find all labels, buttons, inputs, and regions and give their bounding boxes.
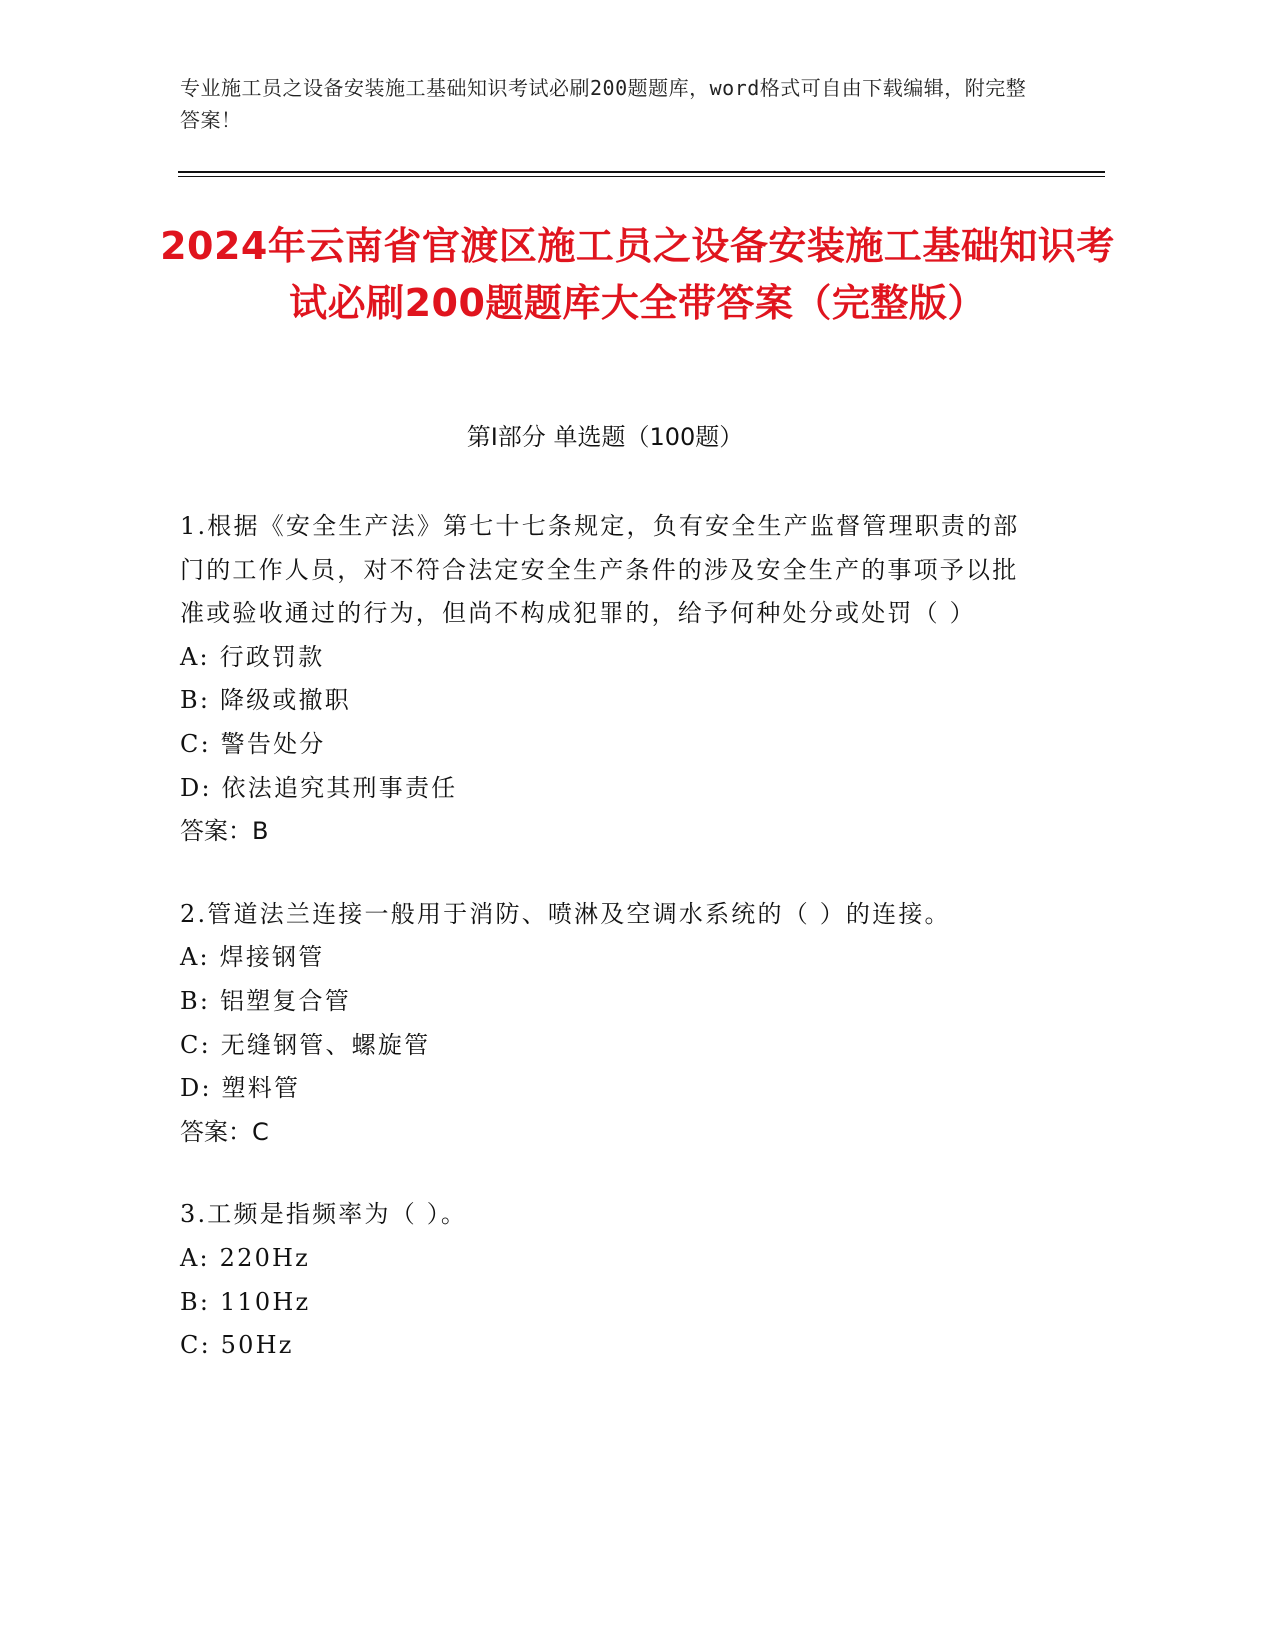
question-stem: 1.根据《安全生产法》第七十七条规定，负有安全生产监督管理职责的部门的工作人员，对不符合法定安全生产条件的涉及安全生产的事项予以批准或验收通过的行为，但尚不构成犯罪的，给予何种处分或处罚（ ） (180, 512, 1020, 628)
question-list (180, 505, 1030, 1407)
question-answer: 答案：C (180, 1117, 269, 1146)
option-b: B: 110Hz (180, 1287, 311, 1316)
question-2 (180, 893, 1030, 1155)
option-c: C: 50Hz (180, 1331, 294, 1360)
option-a: A: 焊接钢管 (180, 943, 325, 972)
question-3 (180, 1193, 1030, 1367)
option-d: D: 塑料管 (180, 1074, 301, 1103)
option-a: A: 220Hz (180, 1243, 311, 1272)
question-stem: 2.管道法兰连接一般用于消防、喷淋及空调水系统的（ ）的连接。 (180, 899, 951, 928)
option-b: B: 铝塑复合管 (180, 986, 351, 1015)
option-a: A: 行政罚款 (180, 642, 325, 671)
option-b: B: 降级或撤职 (180, 686, 351, 715)
document-title: 2024年云南省官渡区施工员之设备安装施工基础知识考试必刷200题题库大全带答案（完整版） (160, 224, 1115, 325)
question-answer: 答案：B (180, 817, 269, 846)
question-1 (180, 505, 1030, 854)
option-c: C: 警告处分 (180, 729, 326, 758)
header-divider-thick (178, 171, 1105, 173)
section-heading: 第I部分 单选题（100题） (466, 423, 744, 451)
header-note: 专业施工员之设备安装施工基础知识考试必刷200题题库，word格式可自由下载编辑，附完整答案！ (180, 76, 1027, 132)
question-stem: 3.工频是指频率为（ ）。 (180, 1200, 468, 1229)
header-divider-thin (178, 176, 1105, 177)
option-d: D: 依法追究其刑事责任 (180, 773, 458, 802)
option-c: C: 无缝钢管、螺旋管 (180, 1030, 431, 1059)
